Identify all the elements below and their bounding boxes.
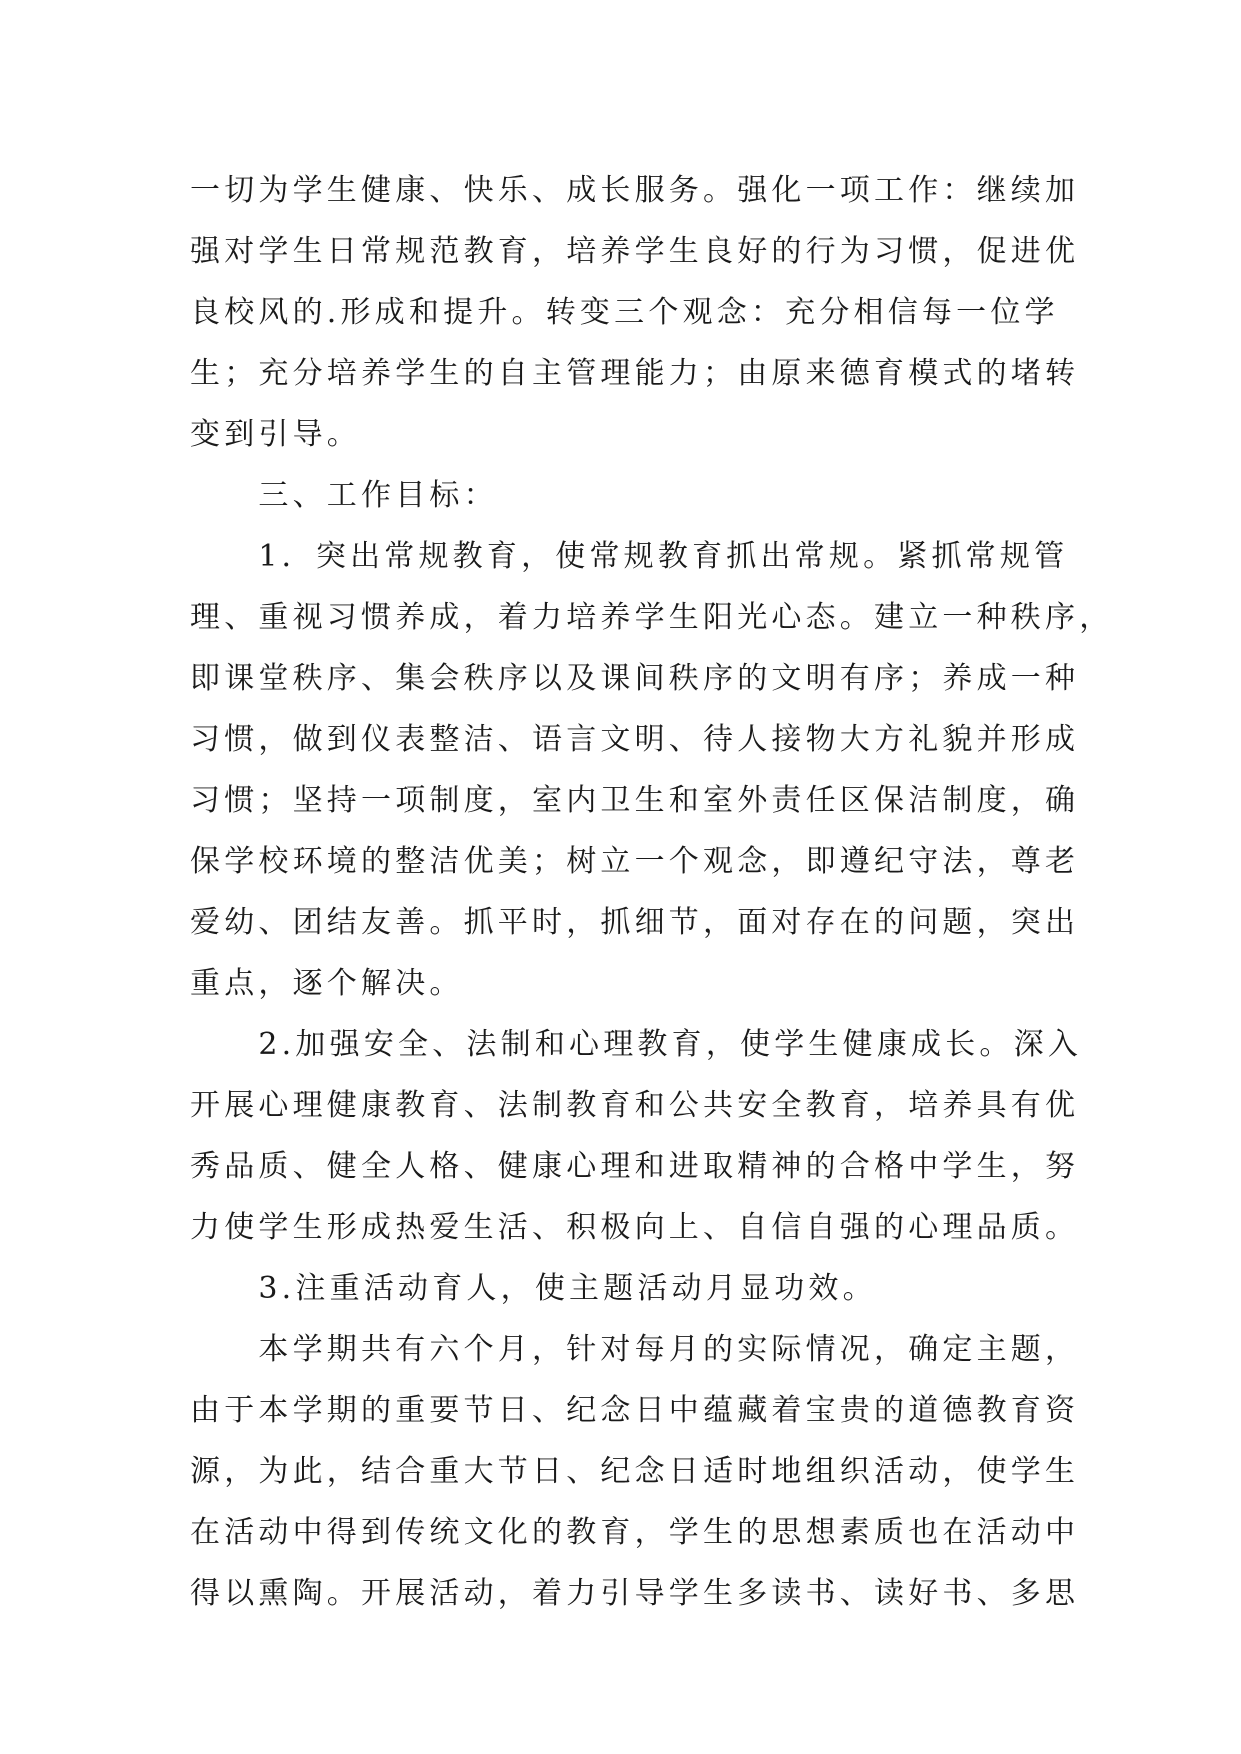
text-line: 爱幼、团结友善。抓平时，抓细节，面对存在的问题，突出 — [190, 905, 1080, 940]
text-line: 秀品质、健全人格、健康心理和进取精神的合格中学生，努 — [190, 1149, 1080, 1184]
text-line: 源，为此，结合重大节日、纪念日适时地组织活动，使学生 — [190, 1454, 1080, 1489]
text-line: 开展心理健康教育、法制教育和公共安全教育，培养具有优 — [190, 1088, 1080, 1123]
text-line: 在活动中得到传统文化的教育，学生的思想素质也在活动中 — [190, 1515, 1080, 1550]
text-line: 一切为学生健康、快乐、成长服务。强化一项工作：继续加 — [190, 173, 1080, 208]
text-line: 保学校环境的整洁优美；树立一个观念，即遵纪守法，尊老 — [190, 844, 1080, 879]
text-line: 重点，逐个解决。 — [190, 966, 464, 1001]
text-line: 理、重视习惯养成，着力培养学生阳光心态。建立一种秩序， — [190, 600, 1114, 635]
text-line: 强对学生日常规范教育，培养学生良好的行为习惯，促进优 — [190, 234, 1080, 269]
text-line: 由于本学期的重要节日、纪念日中蕴藏着宝贵的道德教育资 — [190, 1393, 1080, 1428]
section-heading: 三、工作目标： — [190, 478, 498, 513]
text-line: 习惯，做到仪表整洁、语言文明、待人接物大方礼貌并形成 — [190, 722, 1080, 757]
text-line: 本学期共有六个月，针对每月的实际情况，确定主题， — [190, 1332, 1080, 1367]
text-line: 得以熏陶。开展活动，着力引导学生多读书、读好书、多思 — [190, 1576, 1080, 1611]
text-line: 变到引导。 — [190, 417, 361, 452]
text-line: 2.加强安全、法制和心理教育，使学生健康成长。深入 — [190, 1027, 1083, 1062]
text-line: 良校风的.形成和提升。转变三个观念：充分相信每一位学 — [190, 295, 1059, 330]
text-line: 1．突出常规教育，使常规教育抓出常规。紧抓常规管 — [190, 539, 1069, 574]
text-line: 习惯；坚持一项制度，室内卫生和室外责任区保洁制度，确 — [190, 783, 1080, 818]
text-line: 即课堂秩序、集会秩序以及课间秩序的文明有序；养成一种 — [190, 661, 1080, 696]
text-line: 力使学生形成热爱生活、积极向上、自信自强的心理品质。 — [190, 1210, 1080, 1245]
text-line: 生；充分培养学生的自主管理能力；由原来德育模式的堵转 — [190, 356, 1080, 391]
text-line: 3.注重活动育人，使主题活动月显功效。 — [190, 1271, 877, 1306]
document-body — [190, 160, 1114, 1624]
